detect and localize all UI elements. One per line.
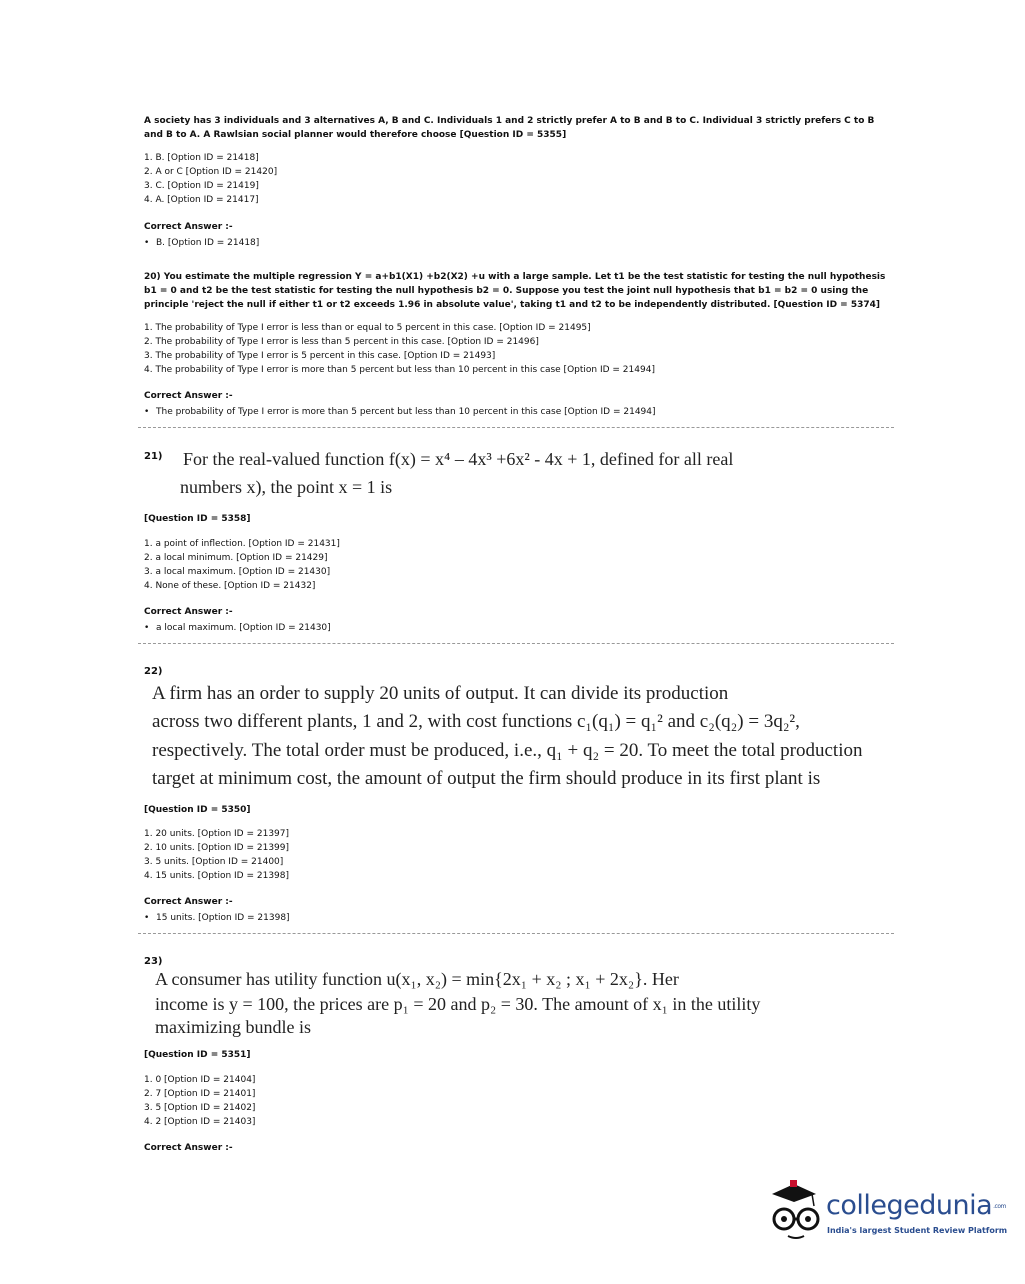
logo-tld: .com bbox=[993, 1203, 1006, 1210]
correct-answer-text: B. [Option ID = 21418] bbox=[156, 238, 260, 248]
divider bbox=[138, 427, 894, 428]
question-22-number: 22) bbox=[144, 666, 163, 677]
option-item: 1. 0 [Option ID = 21404] bbox=[144, 1075, 256, 1085]
question-22-options bbox=[144, 827, 289, 883]
question-id: [Question ID = 5358] bbox=[144, 514, 251, 524]
option-item: 4. The probability of Type I error is more than 5 percent but less than 10 percent in this case [Option ID = 21494] bbox=[144, 365, 655, 375]
correct-answer-label: Correct Answer :- bbox=[144, 607, 233, 617]
correct-answer-value bbox=[144, 623, 331, 633]
bullet-icon: • bbox=[144, 238, 150, 248]
question-23-options bbox=[144, 1073, 255, 1129]
question-id: [Question ID = 5350] bbox=[144, 805, 251, 815]
correct-answer-text: 15 units. [Option ID = 21398] bbox=[156, 913, 290, 923]
divider bbox=[138, 643, 894, 644]
correct-answer-label: Correct Answer :- bbox=[144, 897, 233, 907]
option-item: 3. C. [Option ID = 21419] bbox=[144, 181, 259, 191]
question-id: [Question ID = 5351] bbox=[144, 1050, 251, 1060]
correct-answer-value bbox=[144, 913, 290, 923]
question-22-line-4: target at minimum cost, the amount of output the firm should produce in its first plant is bbox=[152, 768, 821, 789]
option-item: 1. The probability of Type I error is less than or equal to 5 percent in this case. [Option ID = 21495] bbox=[144, 323, 591, 333]
option-item: 4. 15 units. [Option ID = 21398] bbox=[144, 871, 290, 881]
question-21-line-2: numbers x), the point x = 1 is bbox=[180, 477, 393, 497]
option-item: 3. 5 units. [Option ID = 21400] bbox=[144, 857, 284, 867]
option-item: 1. 20 units. [Option ID = 21397] bbox=[144, 829, 290, 839]
question-22-line-3: respectively. The total order must be produced, i.e., q₁ + q₂ = 20. To meet the total production bbox=[152, 740, 863, 761]
correct-answer-text: The probability of Type I error is more than 5 percent but less than 10 percent in this case [Option ID = 21494] bbox=[156, 407, 656, 417]
question-23-line-3: maximizing bundle is bbox=[155, 1017, 311, 1037]
divider bbox=[138, 933, 894, 934]
question-23-line-2: income is y = 100, the prices are p₁ = 20 and p₂ = 30. The amount of x₁ in the utility bbox=[155, 994, 761, 1014]
question-20-text: 20) You estimate the multiple regression Y = a+b1(X1) +b2(X2) +u with a large sample. Let t1 be the test statistic for testing the null hypothesis b1 = 0 and t2 be the test statistic for testing the null hypothesis b2 = 0. Suppose you test the joint null hypothesis that b1 = b2 = 0 using the principle 'reject the null if either t1 or t2 exceeds 1.96 in absolute value', taking t1 and t2 to be independently distributed. [Question ID = 5374] bbox=[144, 272, 886, 310]
correct-answer-label: Correct Answer :- bbox=[144, 222, 233, 232]
question-22-line-1: A firm has an order to supply 20 units of output. It can divide its production bbox=[152, 683, 729, 704]
question-19-options bbox=[144, 151, 277, 207]
correct-answer-text: a local maximum. [Option ID = 21430] bbox=[156, 623, 331, 633]
bullet-icon: • bbox=[144, 913, 150, 923]
question-23-line-1: A consumer has utility function u(x₁, x₂) = min{2x₁ + x₂ ; x₁ + 2x₂}. Her bbox=[155, 969, 679, 989]
option-item: 2. 10 units. [Option ID = 21399] bbox=[144, 843, 290, 853]
option-item: 1. B. [Option ID = 21418] bbox=[144, 153, 259, 163]
question-20-options bbox=[144, 321, 655, 377]
option-item: 2. The probability of Type I error is less than 5 percent in this case. [Option ID = 21496] bbox=[144, 337, 539, 347]
question-19-text: A society has 3 individuals and 3 alternatives A, B and C. Individuals 1 and 2 strictly prefer A to B and B to C. Individual 3 strictly prefers C to B and B to A. A Rawlsian social planner would therefore choose [Question ID = 5355] bbox=[144, 116, 875, 140]
question-22-line-2: across two different plants, 1 and 2, with cost functions c₁(q₁) = q₁² and c₂(q₂) = 3q₂², bbox=[152, 711, 800, 732]
bullet-icon: • bbox=[144, 407, 150, 417]
option-item: 2. a local minimum. [Option ID = 21429] bbox=[144, 553, 328, 563]
option-item: 3. The probability of Type I error is 5 percent in this case. [Option ID = 21493] bbox=[144, 351, 496, 361]
option-item: 2. 7 [Option ID = 21401] bbox=[144, 1089, 256, 1099]
logo-name: collegedunia bbox=[826, 1190, 993, 1221]
option-item: 2. A or C [Option ID = 21420] bbox=[144, 167, 278, 177]
option-item: 4. None of these. [Option ID = 21432] bbox=[144, 581, 316, 591]
logo-wordmark bbox=[826, 1190, 1006, 1221]
correct-answer-label: Correct Answer :- bbox=[144, 391, 233, 401]
question-21-line-1: For the real-valued function f(x) = x⁴ – 4x³ +6x² - 4x + 1, defined for all real bbox=[183, 449, 734, 469]
option-item: 3. 5 [Option ID = 21402] bbox=[144, 1103, 256, 1113]
correct-answer-value bbox=[144, 407, 656, 417]
option-item: 1. a point of inflection. [Option ID = 21431] bbox=[144, 539, 340, 549]
correct-answer-value bbox=[144, 238, 259, 248]
question-21-options bbox=[144, 537, 340, 593]
option-item: 4. 2 [Option ID = 21403] bbox=[144, 1117, 256, 1127]
option-item: 4. A. [Option ID = 21417] bbox=[144, 195, 259, 205]
question-23-number: 23) bbox=[144, 956, 163, 967]
logo-tagline: India's largest Student Review Platform bbox=[827, 1226, 1008, 1235]
correct-answer-label: Correct Answer :- bbox=[144, 1143, 233, 1153]
option-item: 3. a local maximum. [Option ID = 21430] bbox=[144, 567, 331, 577]
bullet-icon: • bbox=[144, 623, 150, 633]
question-21-number: 21) bbox=[144, 451, 163, 462]
